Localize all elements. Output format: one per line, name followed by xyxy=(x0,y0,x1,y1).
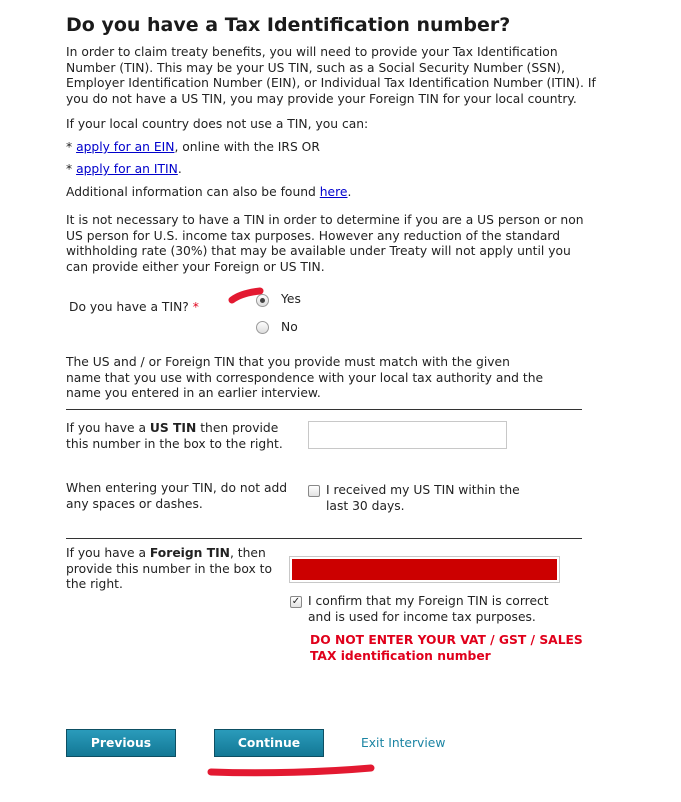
warning-line: TAX identification number xyxy=(310,648,491,663)
apply-itin-link[interactable]: apply for an ITIN xyxy=(76,162,178,176)
foreign-tin-line-2: provide this number in the box to xyxy=(66,561,273,576)
required-asterisk: * xyxy=(192,300,199,314)
match-line: name that you use with correspondence with your local tax authority and the xyxy=(66,370,544,385)
tin-question-text: Do you have a TIN? xyxy=(69,300,189,314)
section-divider xyxy=(66,409,582,410)
us-tin-post: then provide xyxy=(196,421,279,435)
match-line: The US and / or Foreign TIN that you provide must match with the given xyxy=(66,355,510,369)
vat-warning xyxy=(310,633,583,664)
foreign-tin-line xyxy=(66,546,272,562)
recent-tin-line: I received my US TIN within the xyxy=(326,483,520,497)
itin-item xyxy=(66,162,182,178)
us-tin-pre: If you have a xyxy=(66,421,150,435)
scribble-mark xyxy=(226,285,276,307)
apply-ein-link[interactable]: apply for an EIN xyxy=(76,140,175,154)
ein-suffix: , online with the IRS OR xyxy=(174,140,320,154)
confirm-label xyxy=(308,594,549,625)
us-tin-label xyxy=(66,421,283,452)
tin-no-radio[interactable] xyxy=(256,321,269,334)
tin-no-label: No xyxy=(281,320,298,334)
tin-question-label xyxy=(69,300,199,316)
page-title: Do you have a Tax Identification number? xyxy=(66,14,511,36)
no-tin-text: If your local country does not use a TIN, you can: xyxy=(66,117,369,131)
tin-yes-label: Yes xyxy=(281,292,301,306)
foreign-tin-line-3: the right. xyxy=(66,577,123,591)
here-link[interactable]: here xyxy=(319,185,348,199)
us-tin-line-2: this number in the box to the right. xyxy=(66,436,283,451)
additional-suffix: . xyxy=(347,185,352,199)
foreign-tin-post: , then xyxy=(229,546,266,560)
foreign-tin-label xyxy=(66,546,272,593)
section-divider xyxy=(66,538,582,539)
intro-line: you do not have a US TIN, you may provide your Foreign TIN for your local country. xyxy=(66,91,577,106)
exit-interview-link[interactable]: Exit Interview xyxy=(361,736,446,750)
intro-line: Number (TIN). This may be your US TIN, such as a Social Security Number (SSN), xyxy=(66,60,565,75)
intro-paragraph xyxy=(66,45,596,107)
ein-bullet: * xyxy=(66,140,77,154)
notice-line: US person for U.S. income tax purposes. However any reduction of the standard xyxy=(66,228,561,243)
continue-button[interactable]: Continue xyxy=(214,729,324,757)
notice-line: It is not necessary to have a TIN in order to determine if you are a US person or non xyxy=(66,213,584,227)
foreign-tin-pre: If you have a xyxy=(66,546,150,560)
notice-line: can provide either your Foreign or US TIN. xyxy=(66,259,325,274)
recent-tin-label xyxy=(326,483,520,514)
underline-scribble xyxy=(205,760,380,780)
recent-tin-line: last 30 days. xyxy=(326,498,405,513)
us-tin-bold: US TIN xyxy=(149,421,197,435)
spaces-line: When entering your TIN, do not add xyxy=(66,481,288,495)
intro-line: Employer Identification Number (EIN), or Individual Tax Identification Number (ITIN). If xyxy=(66,76,596,90)
redacted-value xyxy=(292,559,557,580)
us-tin-line xyxy=(66,421,283,437)
foreign-tin-input[interactable] xyxy=(289,556,560,583)
itin-bullet: * xyxy=(66,162,77,176)
notice-paragraph xyxy=(66,213,584,275)
ein-item xyxy=(66,140,320,156)
tin-yes-radio[interactable] xyxy=(256,294,269,307)
confirm-checkbox[interactable]: ✓ xyxy=(291,596,301,607)
confirm-line: and is used for income tax purposes. xyxy=(308,609,536,624)
spaces-note xyxy=(66,481,287,512)
match-line: name you entered in an earlier interview. xyxy=(66,386,321,400)
notice-line: withholding rate (30%) that may be available under Treaty will not apply until you xyxy=(66,244,571,258)
spaces-line: any spaces or dashes. xyxy=(66,496,203,511)
warning-line: DO NOT ENTER YOUR VAT / GST / SALES xyxy=(310,633,583,647)
confirm-line: I confirm that my Foreign TIN is correct xyxy=(308,594,549,608)
additional-prefix: Additional information can also be found xyxy=(66,185,320,199)
intro-line: In order to claim treaty benefits, you will need to provide your Tax Identification xyxy=(66,45,558,59)
foreign-tin-bold: Foreign TIN xyxy=(149,546,230,560)
itin-suffix: . xyxy=(177,162,182,176)
previous-button[interactable]: Previous xyxy=(66,729,176,757)
additional-info xyxy=(66,185,351,201)
recent-tin-checkbox[interactable] xyxy=(308,485,320,497)
match-note xyxy=(66,355,543,402)
us-tin-input[interactable] xyxy=(308,421,507,449)
